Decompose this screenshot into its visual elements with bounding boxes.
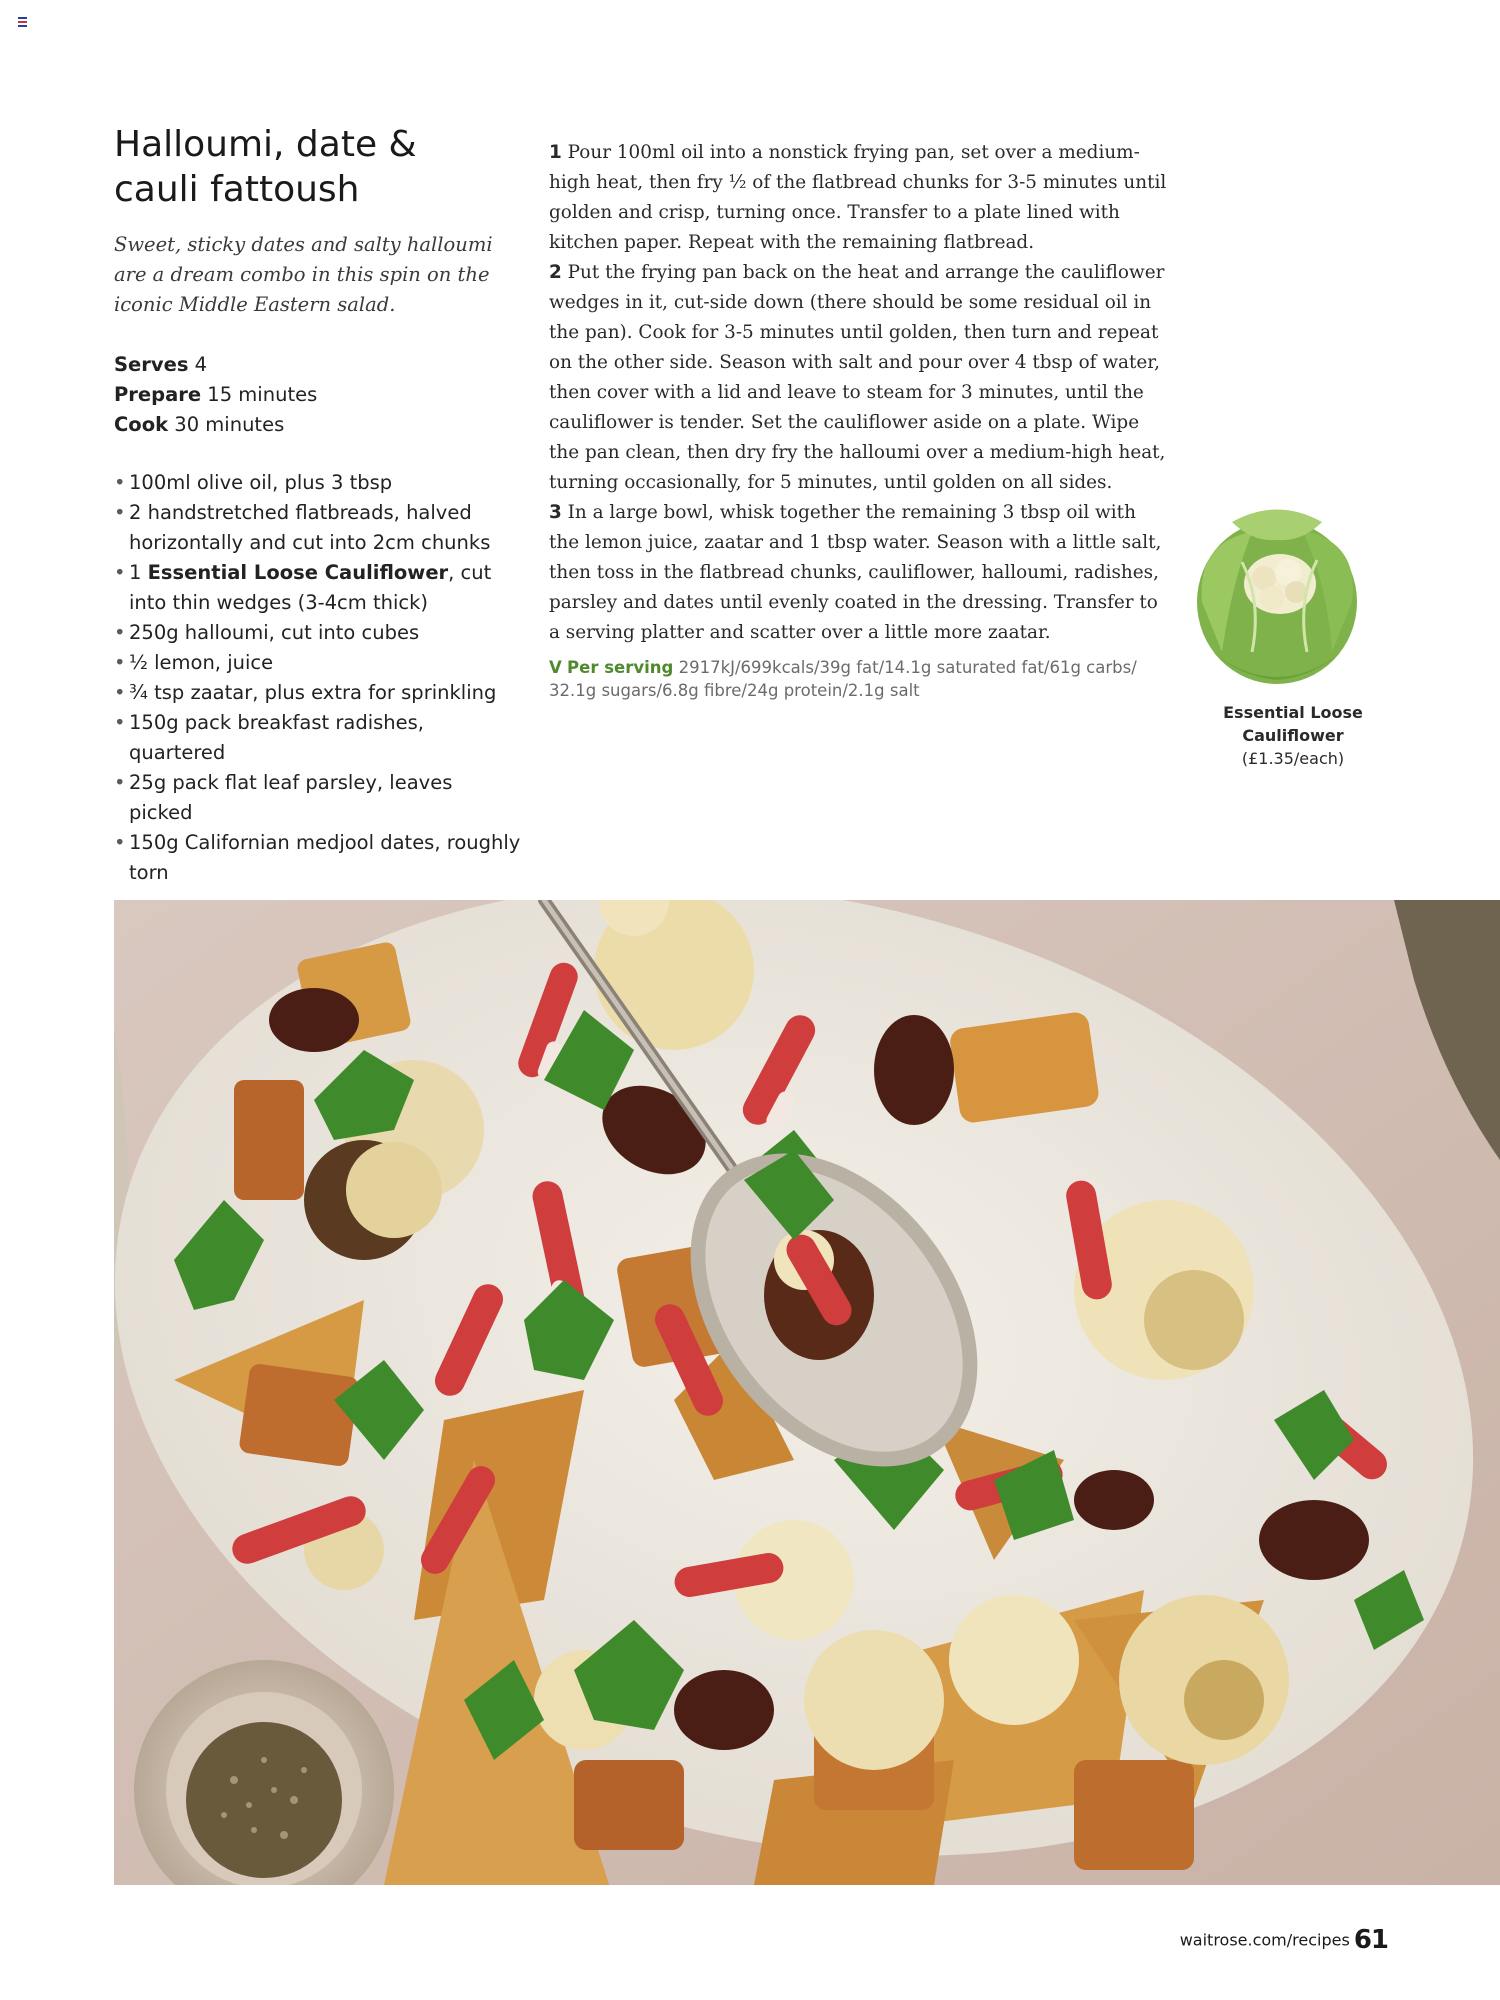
step-number: 1 <box>549 142 562 163</box>
method-step: 2 Put the frying pan back on the heat and arrange the cauliflower wedges in it, cut-side down (there should be some residual oil in the pan). Cook for 3-5 minutes until golden, then turn and repeat on the other side. Season with salt and pour over 4 tbsp of water, then cover with a lid and leave to steam for 3 minutes, until the cauliflower is tender. Set the cauliflower aside on a plate. Wipe the pan clean, then dry fry the halloumi over a medium-high heat, turning occasionally, for 5 minutes, until golden on all sides. <box>549 262 1166 493</box>
ingredient-item: • 150g pack breakfast radishes, quartered <box>114 708 522 768</box>
footer-url[interactable]: waitrose.com/recipes <box>1179 1930 1350 1950</box>
corner-mark-icon <box>18 17 27 29</box>
step-number: 2 <box>549 262 562 283</box>
ingredient-item: • ½ lemon, juice <box>114 648 522 678</box>
method-step: 1 Pour 100ml oil into a nonstick frying pan, set over a medium-high heat, then fry ½ of the flatbread chunks for 3-5 minutes until golden and crisp, turning once. Transfer to a plate lined with kitchen paper. Repeat with the remaining flatbread. <box>549 142 1167 253</box>
recipe-meta <box>114 350 522 440</box>
nutrition-values: 2917kJ/699kcals/39g fat/14.1g saturated fat/61g carbs/ 32.1g sugars/6.8g fibre/24g protein/2.1g salt <box>549 658 1137 700</box>
ingredients-list <box>114 468 522 888</box>
method-section <box>549 138 1169 702</box>
step-number: 3 <box>549 502 562 523</box>
ingredient-item: • 250g halloumi, cut into cubes <box>114 618 522 648</box>
ingredient-item: • 2 handstretched flatbreads, halved horizontally and cut into 2cm chunks <box>114 498 522 558</box>
product-price: (£1.35/each) <box>1241 749 1345 768</box>
prepare-label: Prepare <box>114 383 202 406</box>
nutrition-info <box>549 656 1169 702</box>
vegetarian-badge: V <box>549 658 562 677</box>
prepare-row <box>114 380 522 410</box>
method-step: 3 In a large bowl, whisk together the remaining 3 tbsp oil with the lemon juice, zaatar and 1 tbsp water. Season with a little salt, then toss in the flatbread chunks, cauliflower, halloumi, radishes, parsley and dates until evenly coated in the dressing. Transfer to a serving platter and scatter over a little more zaatar. <box>549 502 1162 643</box>
product-highlight: Essential Loose Cauliflower <box>147 561 449 584</box>
cook-value: 30 minutes <box>174 413 285 436</box>
product-name-line-1: Essential Loose <box>1223 703 1363 722</box>
product-name-line-2: Cauliflower <box>1242 726 1344 745</box>
prepare-value: 15 minutes <box>207 383 318 406</box>
recipe-title <box>114 122 522 212</box>
serves-label: Serves <box>114 353 189 376</box>
ingredient-item: • 150g Californian medjool dates, roughly torn <box>114 828 522 888</box>
page-footer <box>1180 1925 1388 1955</box>
ingredient-item: • ¾ tsp zaatar, plus extra for sprinkling <box>114 678 522 708</box>
cauliflower-icon <box>1192 502 1362 692</box>
product-caption <box>1208 701 1378 770</box>
page-number: 61 <box>1353 1925 1388 1955</box>
title-line-1: Halloumi, date & <box>114 124 417 165</box>
ingredient-item: • 25g pack flat leaf parsley, leaves picked <box>114 768 522 828</box>
serves-value: 4 <box>194 353 208 376</box>
cook-label: Cook <box>114 413 169 436</box>
title-line-2: cauli fattoush <box>114 169 360 210</box>
ingredient-item: • 100ml olive oil, plus 3 tbsp <box>114 468 522 498</box>
ingredient-item: • 1 Essential Loose Cauliflower, cut into thin wedges (3-4cm thick) <box>114 558 522 618</box>
recipe-intro: Sweet, sticky dates and salty halloumi are a dream combo in this spin on the iconic Middle Eastern salad. <box>114 233 493 316</box>
recipe-photo <box>114 900 1500 1885</box>
per-serving-label: Per serving <box>567 658 674 677</box>
recipe-header <box>114 122 522 888</box>
serves-row <box>114 350 522 380</box>
cook-row <box>114 410 522 440</box>
